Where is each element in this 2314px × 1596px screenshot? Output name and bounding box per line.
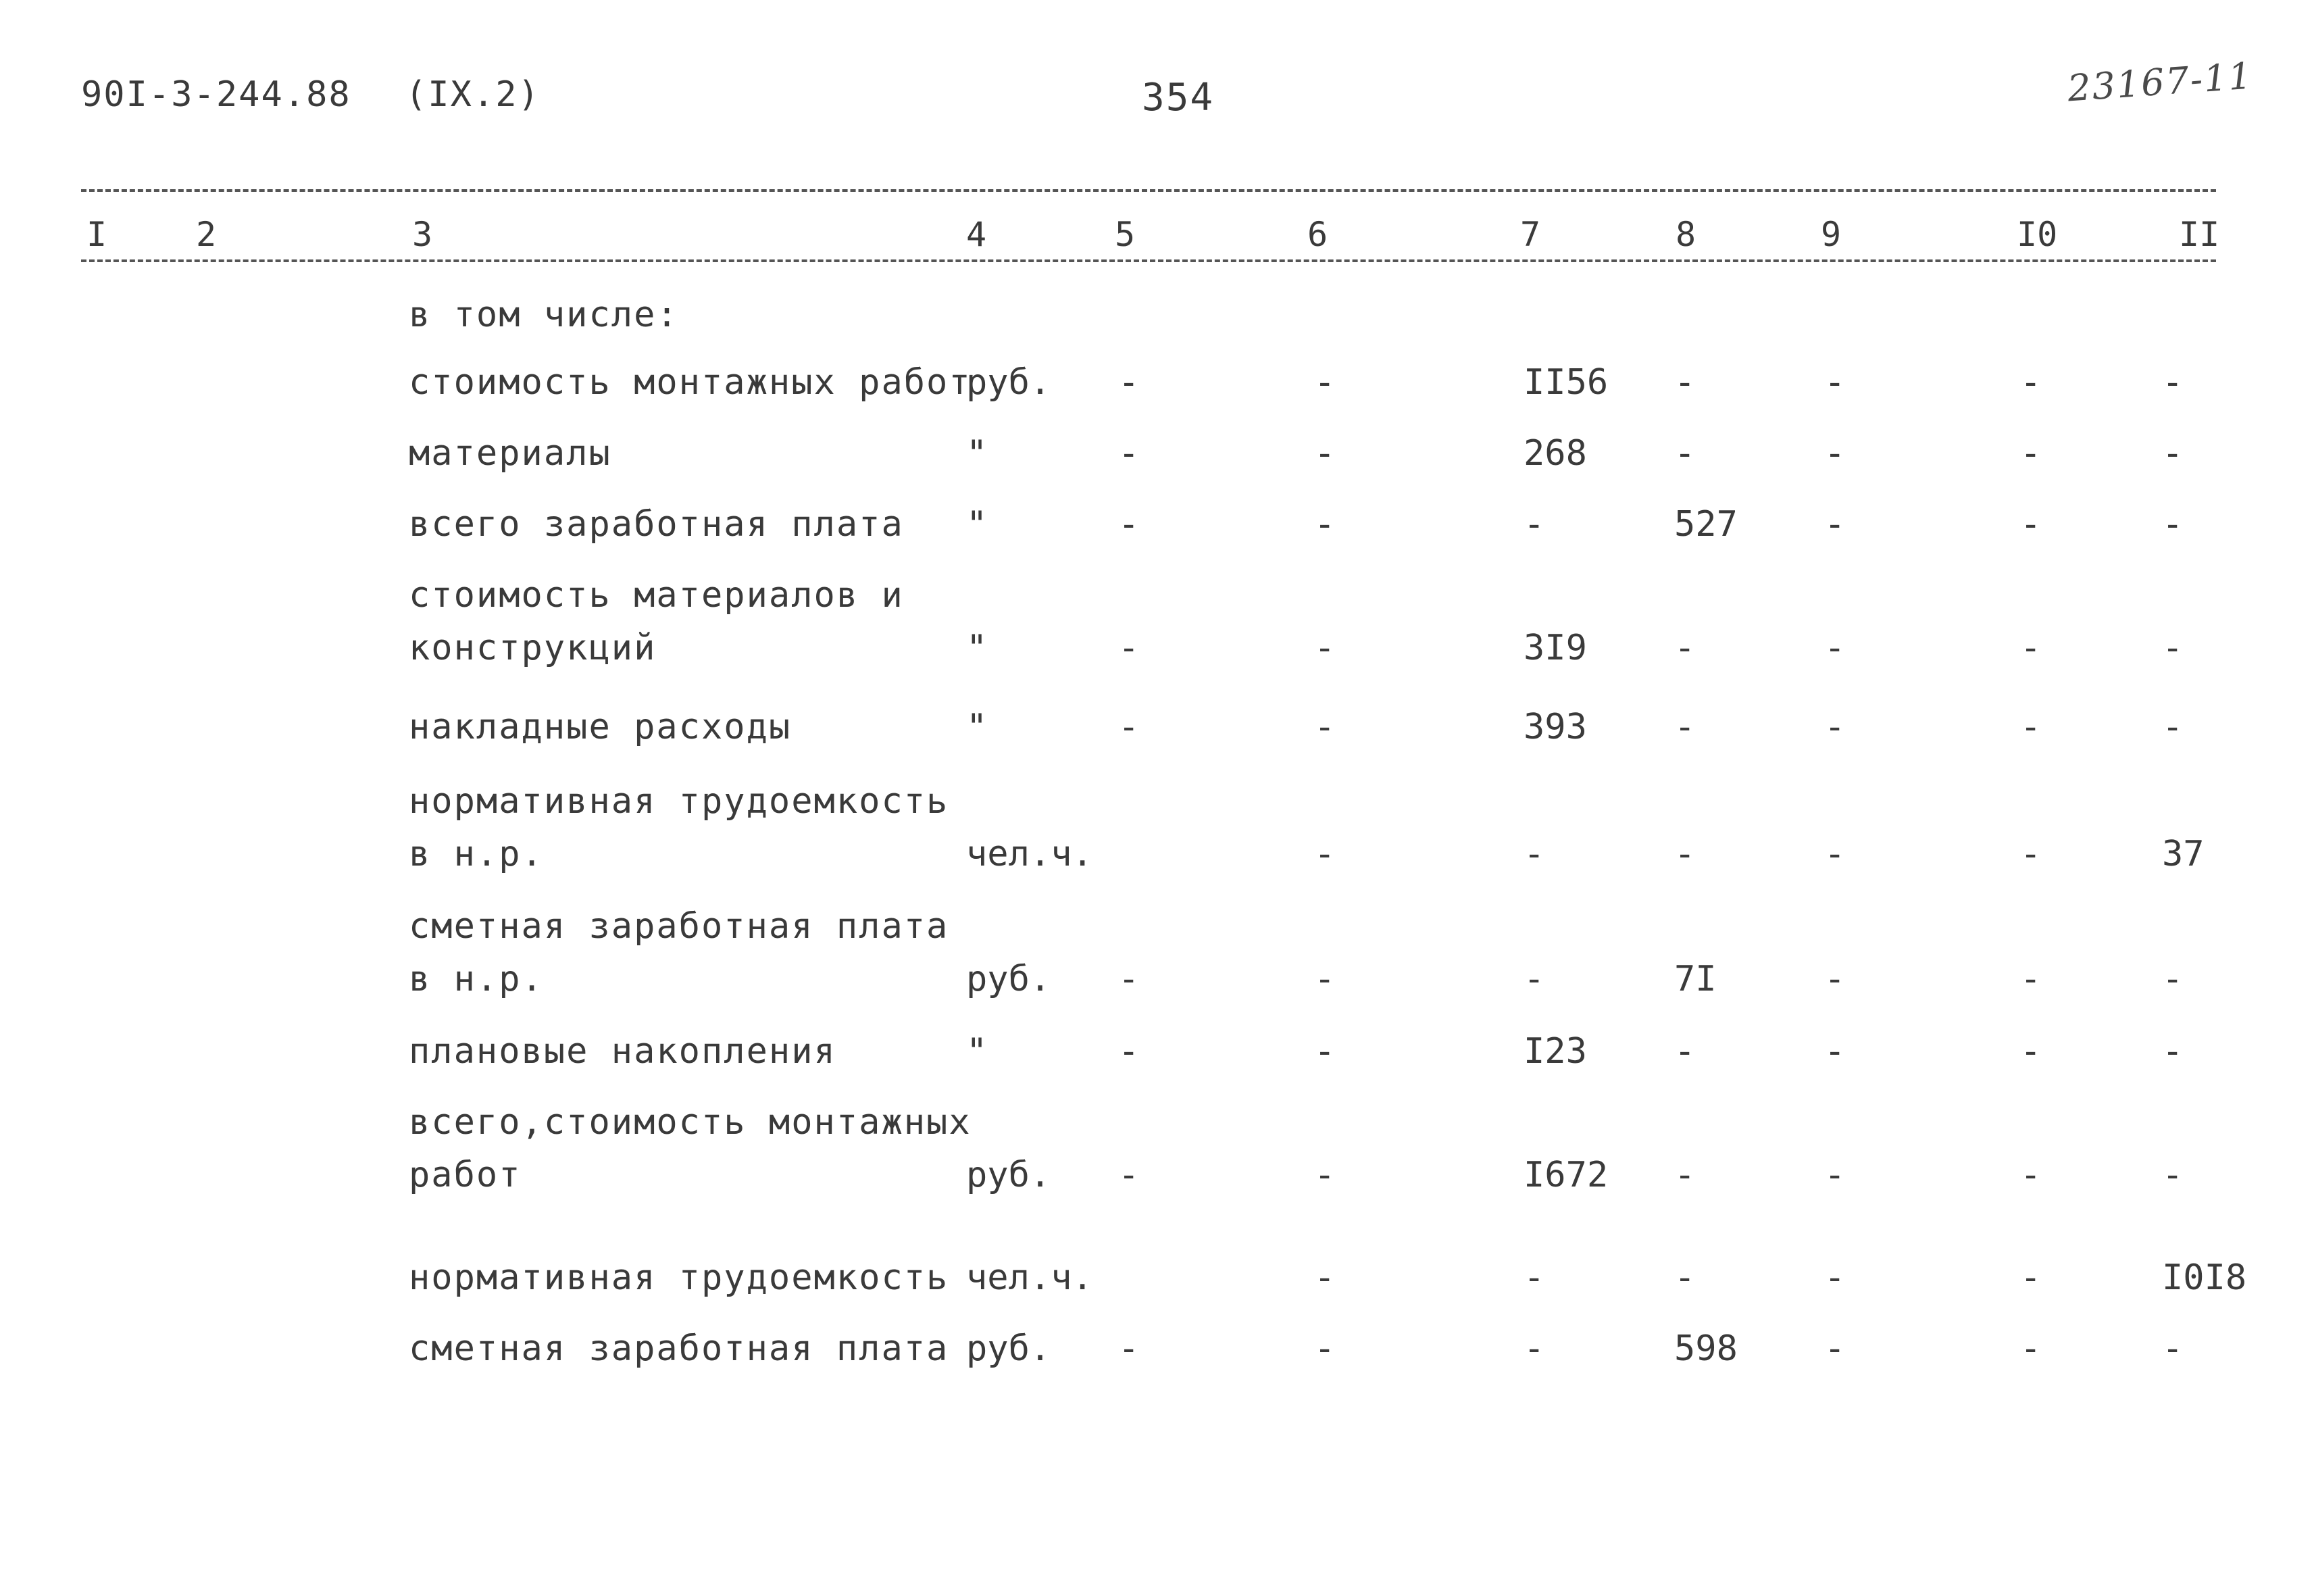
row-value-c8: - <box>1674 707 1696 747</box>
column-number-7: 7 <box>1520 215 1541 254</box>
section-code: (IX.2) <box>405 74 540 115</box>
row-value-c11: - <box>2162 1155 2184 1195</box>
row-value-c9: - <box>1824 504 1846 545</box>
row-value-c7: - <box>1524 959 1545 999</box>
row-value-c5: - <box>1118 959 1140 999</box>
row-value-c11: - <box>2162 707 2184 747</box>
column-number-2: 2 <box>196 215 217 254</box>
row-value-c7: - <box>1524 504 1545 545</box>
row-value-c5: - <box>1118 628 1140 668</box>
row-value-c5: - <box>1118 362 1140 403</box>
row-value-c8: - <box>1674 362 1696 403</box>
row-value-c6: - <box>1314 1155 1336 1195</box>
column-number-1: I <box>86 215 107 254</box>
row-value-c9: - <box>1824 707 1846 747</box>
row-value-c8: - <box>1674 1257 1696 1298</box>
row-unit: " <box>966 433 988 474</box>
row-description: всего,стоимость монтажных <box>409 1102 972 1143</box>
row-value-c8: - <box>1674 1031 1696 1072</box>
row-value-c10: - <box>2020 362 2042 403</box>
row-unit: руб. <box>966 1155 1051 1195</box>
row-value-c7: I23 <box>1524 1031 1587 1072</box>
column-number-6: 6 <box>1307 215 1328 254</box>
row-value-c9: - <box>1824 834 1846 874</box>
row-value-c6: - <box>1314 433 1336 474</box>
row-description: в н.р. <box>409 959 544 999</box>
row-description: сметная заработная плата <box>409 1328 949 1369</box>
row-value-c6: - <box>1314 1328 1336 1369</box>
inventory-number: 23167-11 <box>2066 54 2255 110</box>
row-value-c11: - <box>2162 628 2184 668</box>
row-value-c9: - <box>1824 362 1846 403</box>
row-value-c10: - <box>2020 628 2042 668</box>
row-value-c9: - <box>1824 1328 1846 1369</box>
row-value-c8: 527 <box>1674 504 1738 545</box>
row-value-c11: - <box>2162 362 2184 403</box>
row-value-c10: - <box>2020 433 2042 474</box>
row-description: стоимость монтажных работ <box>409 362 972 403</box>
row-value-c10: - <box>2020 1328 2042 1369</box>
row-value-c7: I672 <box>1524 1155 1609 1195</box>
row-value-c7: - <box>1524 1328 1545 1369</box>
row-value-c9: - <box>1824 1155 1846 1195</box>
row-unit: руб. <box>966 959 1051 999</box>
row-unit: чел.ч. <box>966 834 1093 874</box>
row-description: материалы <box>409 433 611 474</box>
row-value-c8: - <box>1674 1155 1696 1195</box>
row-value-c7: 3I9 <box>1524 628 1587 668</box>
row-value-c9: - <box>1824 433 1846 474</box>
document-code: 90I-3-244.88 <box>81 74 351 115</box>
row-value-c10: - <box>2020 707 2042 747</box>
row-unit: руб. <box>966 1328 1051 1369</box>
row-value-c9: - <box>1824 959 1846 999</box>
row-value-c8: - <box>1674 433 1696 474</box>
row-unit: чел.ч. <box>966 1257 1093 1298</box>
row-description: в н.р. <box>409 834 544 874</box>
row-value-c11: 37 <box>2162 834 2205 874</box>
row-description: всего заработная плата <box>409 504 904 545</box>
row-description: стоимость материалов и <box>409 575 904 616</box>
row-value-c6: - <box>1314 504 1336 545</box>
row-value-c5: - <box>1118 1328 1140 1369</box>
row-value-c6: - <box>1314 834 1336 874</box>
row-value-c7: - <box>1524 1257 1545 1298</box>
row-value-c7: - <box>1524 834 1545 874</box>
page-number: 354 <box>1142 76 1215 120</box>
row-value-c9: - <box>1824 628 1846 668</box>
row-unit: " <box>966 707 988 747</box>
row-unit: " <box>966 504 988 545</box>
table-top-rule <box>81 189 2216 192</box>
row-value-c11: - <box>2162 1031 2184 1072</box>
row-description: сметная заработная плата <box>409 906 949 947</box>
row-unit: " <box>966 628 988 668</box>
row-value-c9: - <box>1824 1257 1846 1298</box>
row-value-c9: - <box>1824 1031 1846 1072</box>
row-description: плановые накопления <box>409 1031 836 1072</box>
row-unit: " <box>966 1031 988 1072</box>
row-value-c6: - <box>1314 1031 1336 1072</box>
row-value-c10: - <box>2020 504 2042 545</box>
column-number-8: 8 <box>1676 215 1696 254</box>
row-value-c10: - <box>2020 959 2042 999</box>
row-value-c6: - <box>1314 707 1336 747</box>
row-value-c11: - <box>2162 433 2184 474</box>
row-value-c5: - <box>1118 504 1140 545</box>
row-value-c5: - <box>1118 1031 1140 1072</box>
row-description: работ <box>409 1155 522 1195</box>
row-value-c10: - <box>2020 1155 2042 1195</box>
row-value-c10: - <box>2020 1031 2042 1072</box>
row-description: нормативная трудоемкость <box>409 1257 949 1298</box>
row-value-c8: 598 <box>1674 1328 1738 1369</box>
column-number-9: 9 <box>1821 215 1842 254</box>
row-description: нормативная трудоемкость <box>409 781 949 822</box>
row-value-c5: - <box>1118 707 1140 747</box>
column-number-10: I0 <box>2017 215 2058 254</box>
row-unit: руб. <box>966 362 1051 403</box>
row-value-c6: - <box>1314 959 1336 999</box>
row-value-c7: II56 <box>1524 362 1609 403</box>
row-value-c5: - <box>1118 433 1140 474</box>
column-number-5: 5 <box>1115 215 1136 254</box>
row-value-c10: - <box>2020 834 2042 874</box>
table-header-rule <box>81 259 2216 262</box>
row-value-c11: I0I8 <box>2162 1257 2247 1298</box>
column-number-4: 4 <box>966 215 987 254</box>
row-description: накладные расходы <box>409 707 792 747</box>
row-value-c11: - <box>2162 504 2184 545</box>
row-value-c8: - <box>1674 628 1696 668</box>
column-number-3: 3 <box>412 215 433 254</box>
row-value-c7: 268 <box>1524 433 1587 474</box>
row-value-c11: - <box>2162 959 2184 999</box>
row-value-c11: - <box>2162 1328 2184 1369</box>
row-value-c8: 7I <box>1674 959 1717 999</box>
row-value-c10: - <box>2020 1257 2042 1298</box>
row-description: конструкций <box>409 628 657 668</box>
row-value-c8: - <box>1674 834 1696 874</box>
row-value-c6: - <box>1314 1257 1336 1298</box>
row-value-c5: - <box>1118 1155 1140 1195</box>
row-value-c6: - <box>1314 628 1336 668</box>
row-value-c6: - <box>1314 362 1336 403</box>
row-value-c7: 393 <box>1524 707 1587 747</box>
column-number-11: II <box>2179 215 2220 254</box>
row-description: в том числе: <box>409 295 679 335</box>
